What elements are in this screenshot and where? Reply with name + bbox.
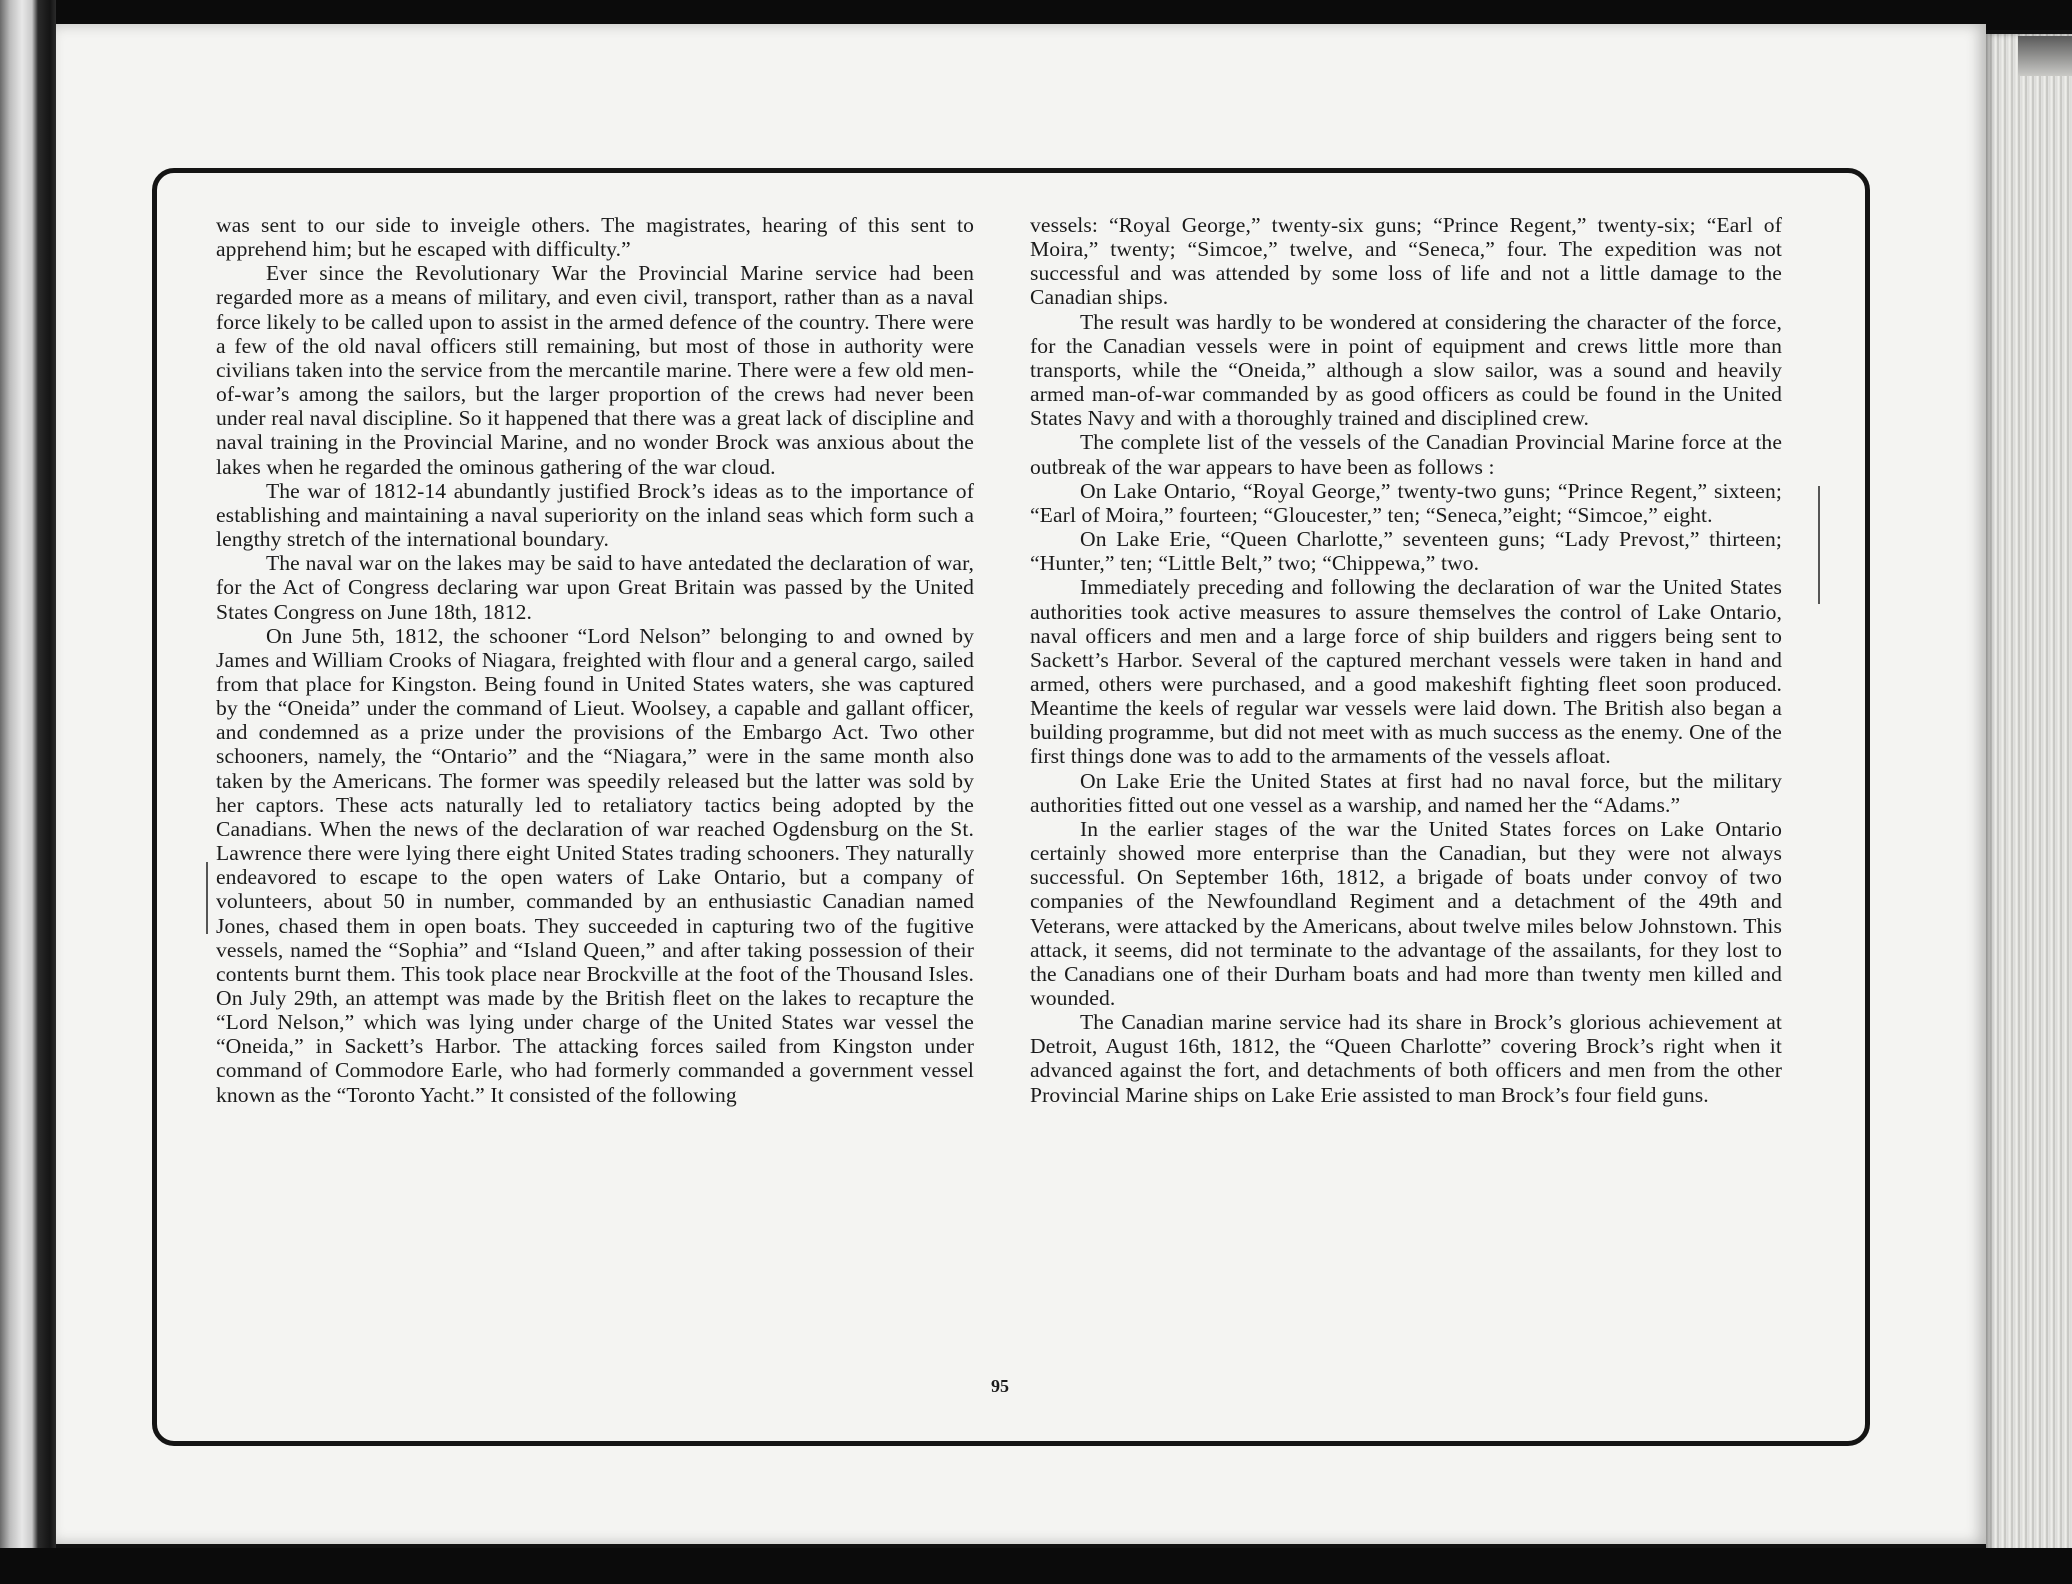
page-number: 95 (991, 1376, 1009, 1396)
right-margin-mark (1818, 486, 1820, 604)
right-paragraph-1: vessels: “Royal George,” twenty-six guns; “Prince Regent,” twenty-six; “Earl of Moira,” twenty; “Simcoe,” twelve, and “Seneca,” four. The expedition was not successful and was attended by some loss of life and not a little damage to the Canadian ships. (1030, 213, 1782, 310)
right-column (1030, 213, 1782, 1107)
left-paragraph-1: was sent to our side to inveigle others. The magistrates, hearing of this sent to apprehend him; but he escaped with difficulty.” (216, 213, 974, 262)
right-page-stack (1986, 34, 2072, 1554)
right-page-corner (2018, 36, 2072, 76)
left-paragraph-3: The war of 1812-14 abundantly justified Brock’s ideas as to the importance of establishing and maintaining a naval superiority on the inland seas which form such a lengthy stretch of the international boundary. (216, 478, 974, 552)
right-paragraph-2: The result was hardly to be wondered at considering the character of the force, for the Canadian vessels were in point of equipment and crews little more than transports, while the “Oneida,” although a slow sailor, was a sound and heavily armed man-of-war commanded by as good officers as could be found in the United States Navy and with a thoroughly trained and disciplined crew. (1030, 309, 1782, 431)
right-paragraph-6: Immediately preceding and following the declaration of war the United States authorities took active measures to assure themselves the control of Lake Ontario, naval officers and men and a large force of ship builders and riggers being sent to Sackett’s Harbor. Several of the captured merchant vessels were taken in hand and armed, others were purchased, and a good makeshift fighting fleet soon produced. Meantime the keels of regular war vessels were laid down. The British also began a building programme, but did not meet with as much success as the enemy. One of the first things done was to add to the armaments of the vessels afloat. (1030, 575, 1782, 769)
right-paragraph-3: The complete list of the vessels of the Canadian Provincial Marine force at the outbreak of the war appears to have been as follows : (1030, 430, 1782, 479)
right-paragraph-4: On Lake Ontario, “Royal George,” twenty-two guns; “Prince Regent,” sixteen; “Earl of Moira,” fourteen; “Gloucester,” ten; “Seneca,”eight; “Simcoe,” eight. (1030, 478, 1782, 527)
left-paragraph-2: Ever since the Revolutionary War the Provincial Marine service had been regarded more as a means of military, and even civil, transport, rather than as a naval force likely to be called upon to assist in the armed defence of the country. There were a few of the old naval officers still remaining, but most of those in authority were civilians taken into the service from the mercantile marine. There were a few old men-of-war’s among the sailors, but the larger proportion of the crews had never been under real naval discipline. So it happened that there was a great lack of discipline and naval training in the Provincial Marine, and no wonder Brock was anxious about the lakes when he regarded the ominous gathering of the war cloud. (216, 261, 974, 479)
left-paragraph-4: The naval war on the lakes may be said to have antedated the declaration of war, for the Act of Congress declaring war upon Great Britain was passed by the United States Congress on June 18th, 1812. (216, 551, 974, 624)
right-paragraph-7: On Lake Erie the United States at first had no naval force, but the military authorities fitted out one vessel as a warship, and named her the “Adams.” (1030, 768, 1782, 817)
scan-border-bottom (0, 1548, 2072, 1584)
right-paragraph-5: On Lake Erie, “Queen Charlotte,” seventeen guns; “Lady Prevost,” thirteen; “Hunter,” ten; “Little Belt,” two; “Chippewa,” two. (1030, 527, 1782, 576)
left-column (216, 213, 974, 1107)
right-paragraph-9: The Canadian marine service had its share in Brock’s glorious achievement at Detroit, August 16th, 1812, the “Queen Charlotte” covering Brock’s right when it advanced against the fort, and detachments of both officers and men from the other Provincial Marine ships on Lake Erie assisted to man Brock’s four field guns. (1030, 1010, 1782, 1107)
left-page-edge (0, 0, 56, 1584)
left-margin-mark (206, 862, 208, 934)
left-paragraph-5: On June 5th, 1812, the schooner “Lord Nelson” belonging to and owned by James and William Crooks of Niagara, freighted with flour and a general cargo, sailed from that place for Kingston. Being found in United States waters, she was captured by the “Oneida” under the command of Lieut. Woolsey, a capable and gallant officer, and condemned as a prize under the provisions of the Embargo Act. Two other schooners, namely, the “Ontario” and the “Niagara,” were in the same month also taken by the Americans. The former was speedily released but the latter was sold by her captors. These acts naturally led to retaliatory tactics being adopted by the Canadians. When the news of the declaration of war reached Ogdensburg on the St. Lawrence there were lying there eight United States trading schooners. They naturally endeavored to escape to the open waters of Lake Ontario, but a company of volunteers, about 50 in number, commanded by an enthusiastic Canadian named Jones, chased them in open boats. They succeeded in capturing two of the fugitive vessels, named the “Sophia” and “Island Queen,” and after taking possession of their contents burnt them. This took place near Brockville at the foot of the Thousand Isles. On July 29th, an attempt was made by the British fleet on the lakes to recapture the “Lord Nelson,” which was lying under charge of the United States war vessel the “Oneida,” in Sackett’s Harbor. The attacking forces sailed from Kingston under command of Commodore Earle, who had formerly commanded a government vessel known as the “Toronto Yacht.” It consisted of the following (216, 623, 974, 1107)
right-paragraph-8: In the earlier stages of the war the United States forces on Lake Ontario certainly showed more enterprise than the Canadian, but they were not always successful. On September 16th, 1812, a brigade of boats under convoy of two companies of the Newfoundland Regiment and a detachment of the 49th and Veterans, were attacked by the Americans, about twelve miles below Johnstown. This attack, it seems, did not terminate to the advantage of the assailants, for they lost to the Canadians one of their Durham boats and had more than twenty men killed and wounded. (1030, 816, 1782, 1010)
